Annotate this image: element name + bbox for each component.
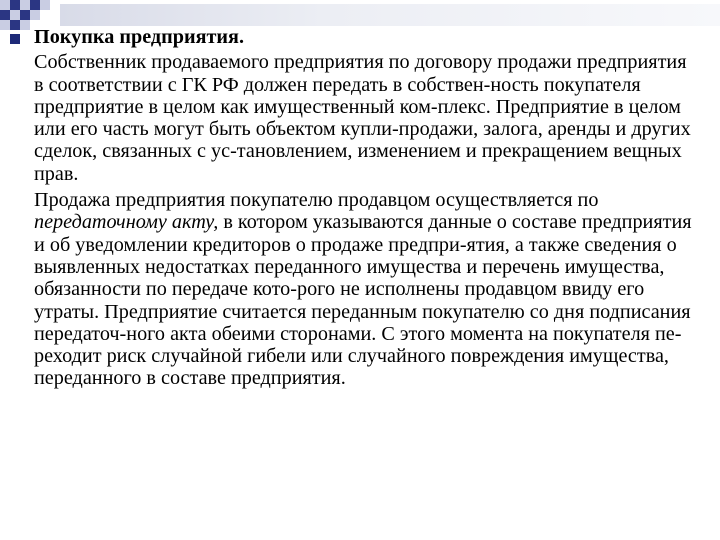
transfer-act-term: передаточному акту, <box>34 211 219 234</box>
slide-heading: Покупка предприятия. <box>34 26 245 48</box>
paragraph-transfer-act-start: Продажа предприятия покупателю продавцом осуществляется по <box>34 189 599 212</box>
paragraph-ownership-transfer: Собственник продаваемого предприятия по договору продажи предприятия в соответствии с ГК РФ должен передать в собствен-ность покупателя предприятие в целом как имущественный ком-плекс. Предприятие в целом или его часть могут быть объектом купли-продажи, залога, аренды и других сделок, связанных с ус-тановлением, изменением и прекращением вещных прав. <box>34 51 691 185</box>
bullet-square-icon <box>10 34 20 44</box>
paragraph-transfer-act <box>34 189 694 390</box>
paragraph-transfer-act-rest: в котором указываются данные о составе предприятия и об уведомлении кредиторов о продаже предпри-ятия, а также сведения о выявленных недостатках переданного имущества и перечень имущества, обязанности по передаче кото-рого не исполнены продавцом ввиду его утраты. Предприятие считается переданным покупателю со дня подписания передаточ-ного акта обеими сторонами. С этого момента на покупателя пе-реходит риск случайной гибели или случайного повреждения имущества, переданного в составе предприятия. <box>34 211 692 390</box>
slide-content <box>34 26 694 390</box>
decorative-header-band <box>60 4 720 26</box>
